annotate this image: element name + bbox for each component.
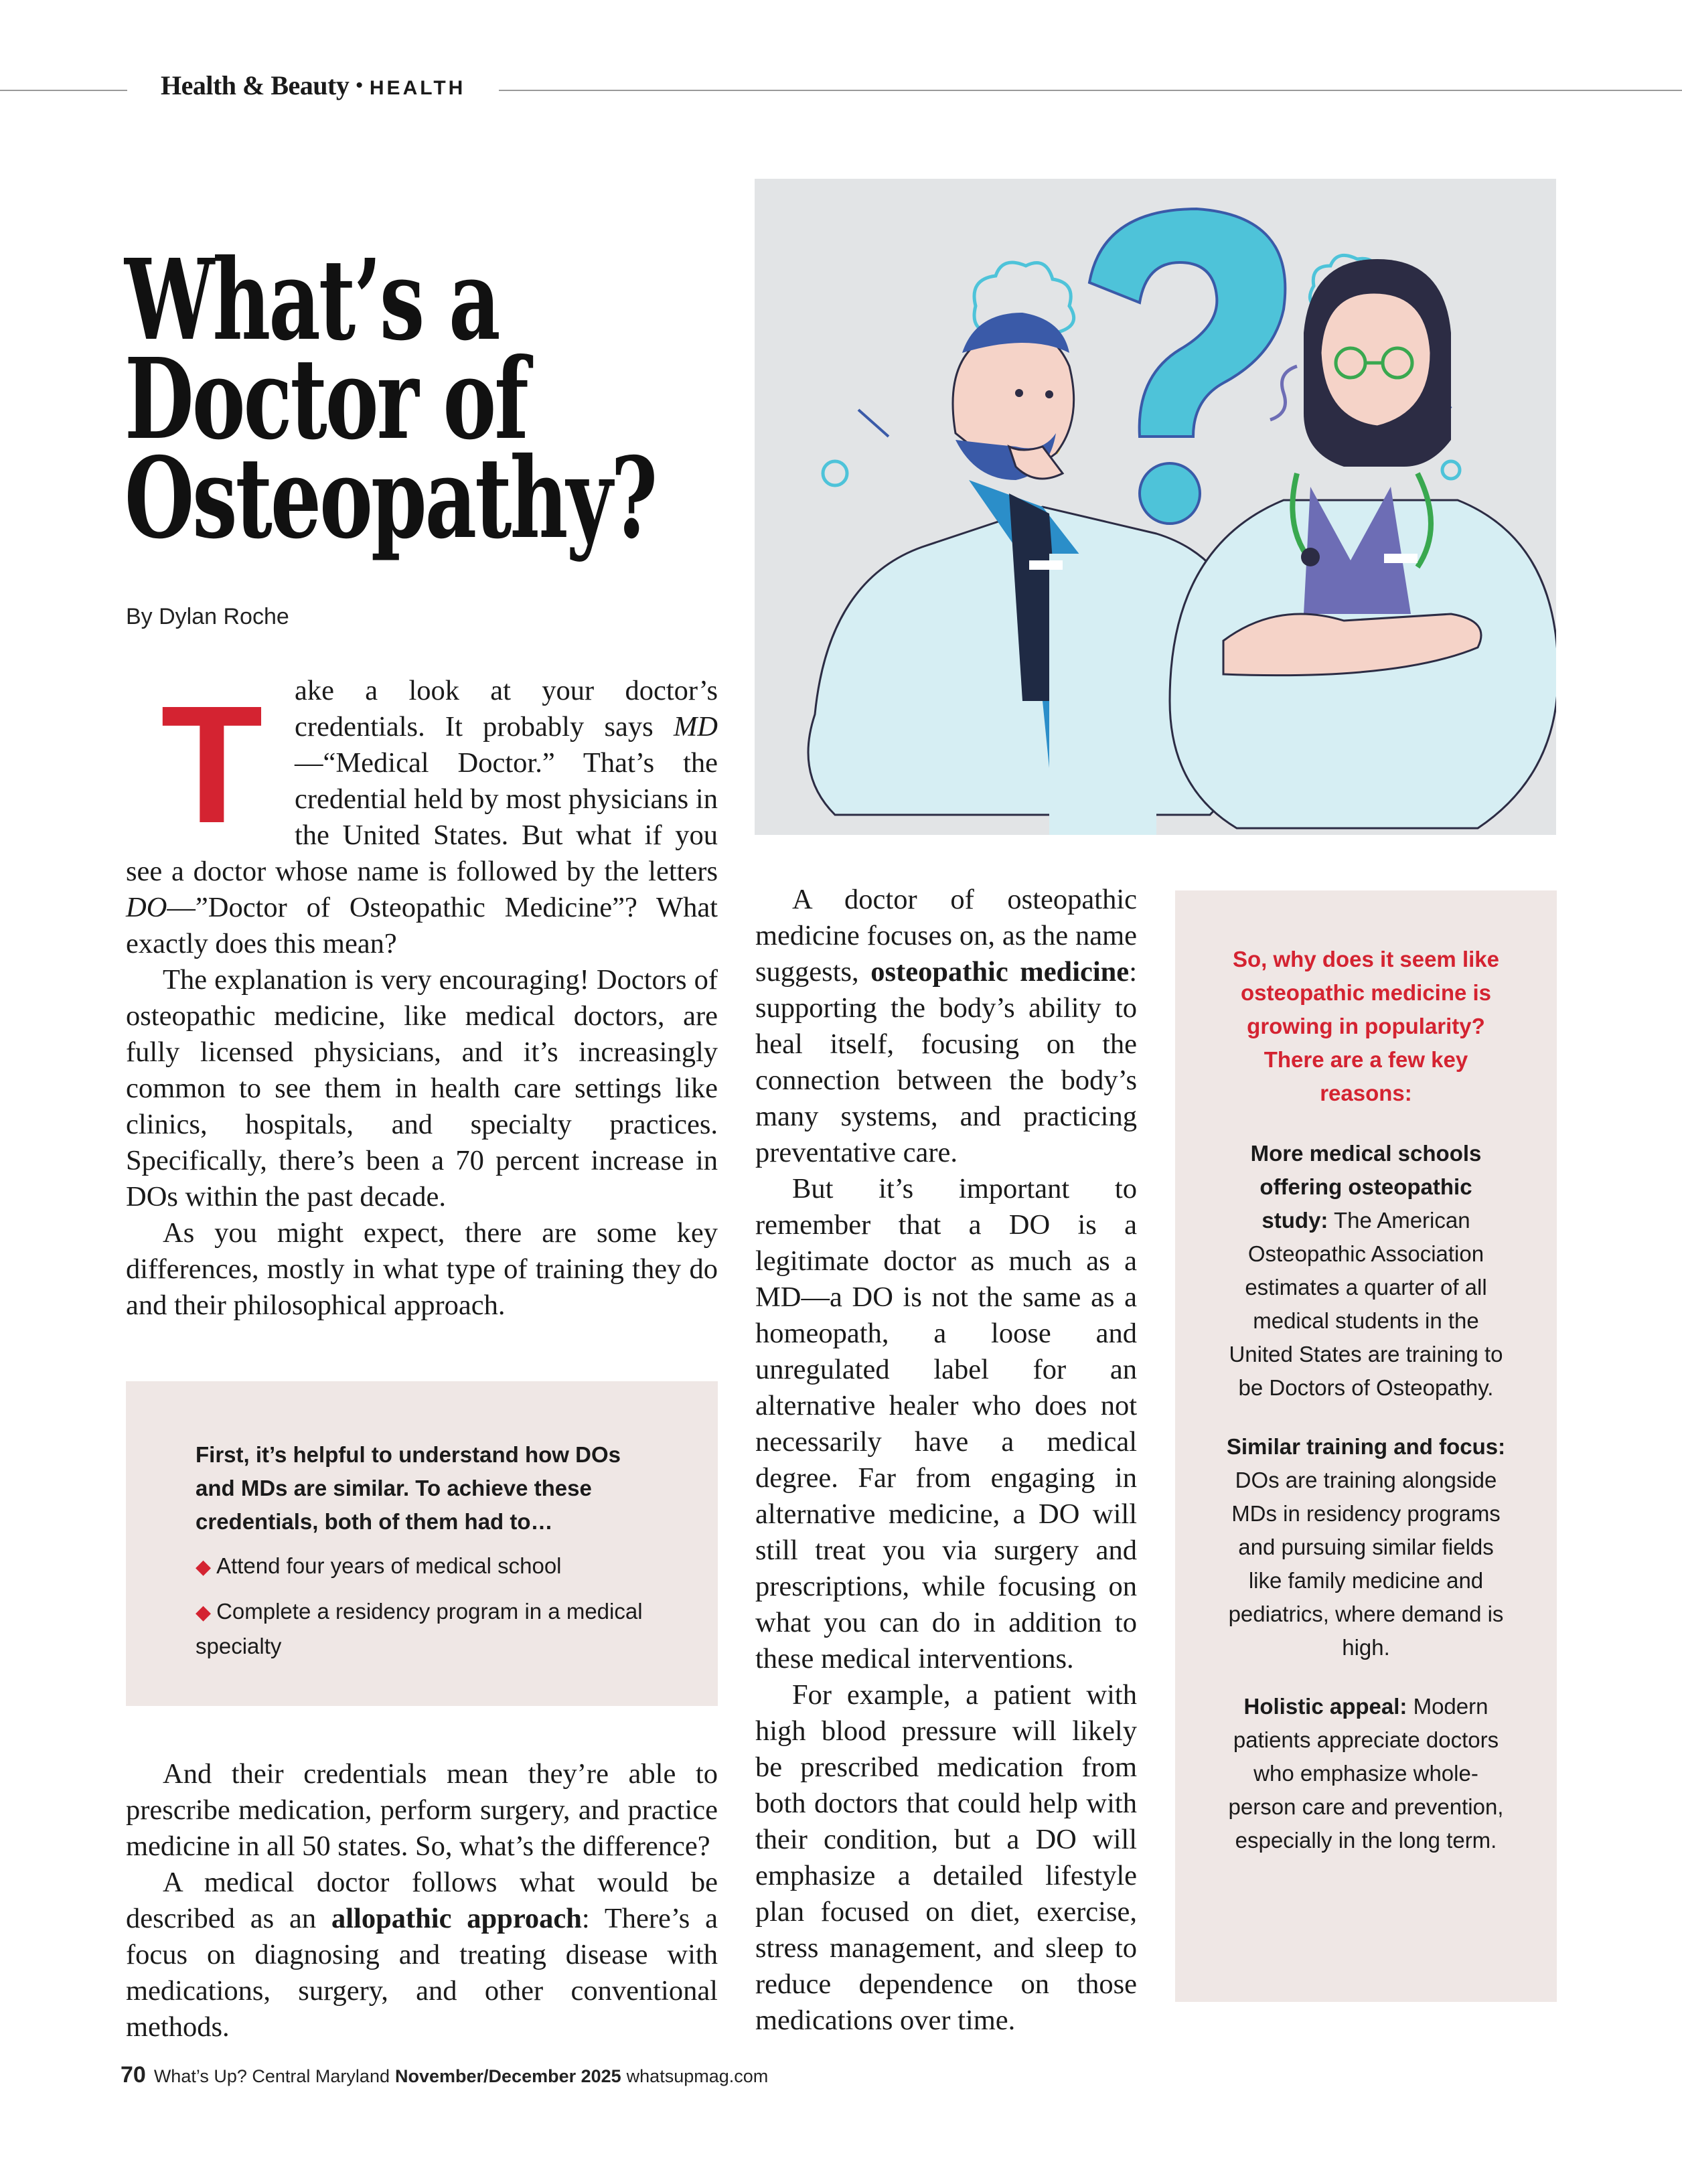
sidebar-item-body: DOs are training alongside MDs in residency programs and pursuing similar fields like family medicine and pediatrics, where demand is high. (1228, 1468, 1504, 1660)
ring-icon (1442, 461, 1460, 479)
p1-text-a: ake a look at your doctor’s credentials. It probably says (295, 675, 718, 743)
byline: By Dylan Roche (126, 604, 289, 629)
similarities-bullet (196, 1549, 664, 1584)
page-number: 70 (121, 2062, 146, 2088)
accent-line-icon (858, 410, 889, 437)
title-line-3: Osteopathy? (125, 433, 656, 564)
header-rule-right (499, 90, 1682, 91)
c2p1-text-a: A doctor of osteopathic medicine focuses on, as the name suggests, (755, 884, 1137, 988)
article-paragraph-3: As you might expect, there are some key differences, mostly in what type of training they do and their philosophical approach. (126, 1217, 718, 1321)
title-line-1: What’s a (125, 235, 499, 366)
sidebar-item (1225, 1137, 1507, 1405)
article-column-1-top (126, 673, 718, 1324)
doctors-illustration (755, 179, 1556, 835)
p5-bold: allopathic approach (331, 1903, 582, 1934)
title-line-2: Doctor of (125, 334, 527, 465)
subsection: HEALTH (369, 77, 466, 99)
article-column-2 (755, 882, 1137, 2039)
sidebar-item (1225, 1430, 1507, 1664)
diamond-bullet-icon: ◆ (196, 1602, 212, 1624)
magazine-name: What’s Up? Central Maryland (153, 2066, 390, 2086)
issue-date: November/December 2025 (394, 2066, 621, 2086)
sidebar-item-head: Similar training and focus: (1226, 1434, 1506, 1459)
article-column-1-bottom (126, 1756, 718, 2045)
question-mark-icon (1089, 209, 1285, 524)
drop-cap: T (161, 671, 263, 858)
p1-text-c: —”Doctor of Osteopathic Medicine”? What exactly does this mean? (126, 892, 718, 959)
squiggle-icon (1270, 366, 1297, 420)
section-separator: • (356, 74, 363, 96)
website: whatsupmag.com (626, 2066, 769, 2086)
sidebar-item-body: Modern patients appreciate doctors who emphasize whole-person care and prevention, especially in the long term. (1228, 1694, 1504, 1853)
article-paragraph-4: And their credentials mean they’re able to prescribe medication, perform surgery, and practice medicine in all 50 states. So, what’s the difference? (126, 1758, 718, 1862)
c2p1-text-b: : supporting the body’s ability to heal itself, focusing on the connection between the body’s many systems, and practicing preventative care. (755, 956, 1137, 1168)
diamond-bullet-icon: ◆ (196, 1556, 212, 1578)
c2p1-bold: osteopathic medicine (870, 956, 1130, 988)
p1-md: MD (673, 711, 718, 743)
article-paragraph-6 (755, 882, 1137, 1171)
article-paragraph-8: For example, a patient with high blood pressure will likely be prescribed medication from both doctors that could help with their condition, but a DO will emphasize a detailed lifestyle plan focused on diet, exercise, stress management, and sleep to reduce dependence on those medications over time. (755, 1679, 1137, 2036)
similarities-bullet (196, 1595, 664, 1663)
ring-icon (823, 461, 847, 485)
article-paragraph-7: But it’s important to remember that a DO is a legitimate doctor as much as a MD—a DO is not the same as a homeopath, a loose and unregulated label for an alternative healer who does not necessarily have a medical degree. Far from engaging in alternative medicine, a DO will still treat you via surgery and prescriptions, while focusing on what you can do in addition to these medical interventions. (755, 1173, 1137, 1674)
section-label (161, 70, 465, 101)
p5-text-b: : There’s a focus on diagnosing and treating disease with medications, surgery, and other conventional methods. (126, 1903, 718, 2043)
sidebar-item-body: The American Osteopathic Association estimates a quarter of all medical students in the United States are training to be Doctors of Osteopathy. (1229, 1208, 1503, 1400)
sidebar-item-head: Holistic appeal: (1243, 1694, 1407, 1719)
sidebar-item-head: More medical schools offering osteopathic study: (1250, 1141, 1482, 1233)
bullet-text: Attend four years of medical school (216, 1553, 562, 1578)
similarities-lead: First, it’s helpful to understand how DOs and MDs are similar. To achieve these credentials, both of them had to… (196, 1442, 621, 1534)
p1-text-b: —“Medical Doctor.” That’s the credential held by most physicians in the United States. But what if you see a doctor whose name is followed by the letters (126, 747, 718, 887)
bullet-text: Complete a residency program in a medical specialty (196, 1599, 643, 1658)
sidebar-item (1225, 1690, 1507, 1857)
article-title (125, 235, 656, 564)
sidebar-question: So, why does it seem like osteopathic medicine is growing in popularity? There are a few key reasons: (1233, 947, 1499, 1105)
article-paragraph-2: The explanation is very encouraging! Doctors of osteopathic medicine, like medical doctors, are fully licensed physicians, and it’s increasingly common to see them in health care settings like clinics, hospitals, and specialty practices. Specifically, there’s been a 70 percent increase in DOs within the past decade. (126, 964, 718, 1213)
reasons-sidebar (1175, 890, 1557, 2002)
hero-illustration (755, 179, 1556, 835)
stethoscope-chest-piece (1301, 548, 1320, 566)
page-footer (121, 2062, 768, 2088)
p1-do: DO (126, 892, 167, 923)
header-rule-left (0, 90, 127, 91)
p5-text-a: A medical doctor follows what would be described as an (126, 1867, 718, 1934)
magazine-section: Health & Beauty (161, 70, 350, 100)
similarities-box (126, 1381, 718, 1706)
article-paragraph-5 (126, 1865, 718, 2045)
